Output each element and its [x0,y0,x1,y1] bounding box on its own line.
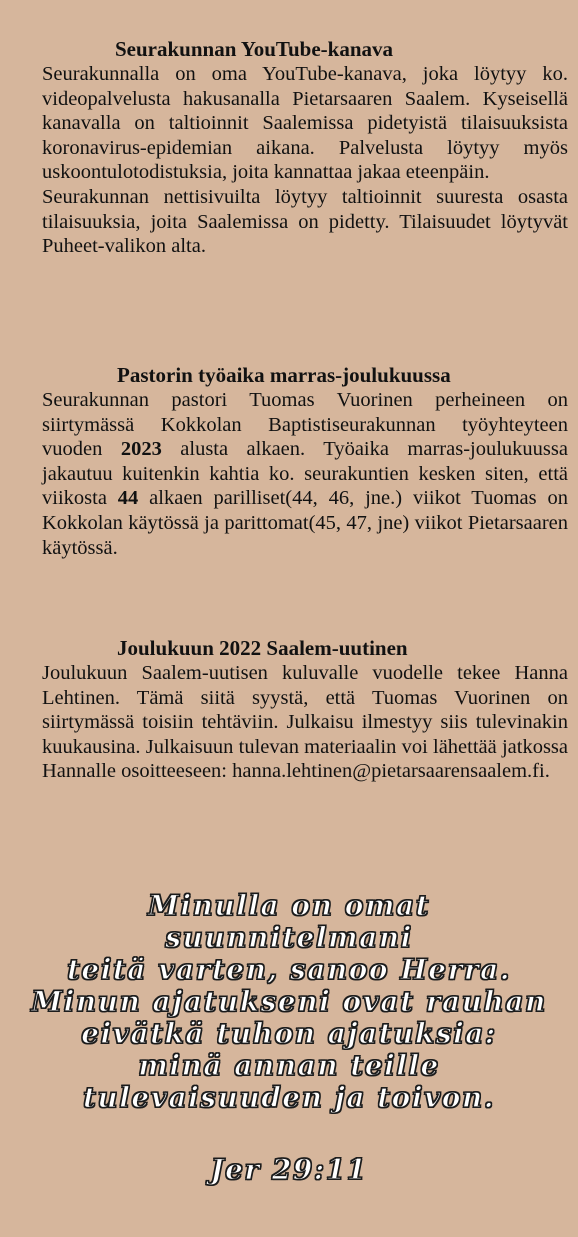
youtube-heading: Seurakunnan YouTube-kanava [115,37,393,61]
newsletter-paragraph: Joulukuun Saalem-uutisen kuluvalle vuodelle tekee Hanna Lehtinen. Tämä siitä syystä, että Tuomas Vuorinen on siirtymässä toisiin tehtäviin. Julkaisu ilmestyy siis tulevinakin kuukausina. Julkaisuun tulevan materiaalin voi lähettää jatkossa Hannalle osoitteeseen: hanna.lehtinen@pietarsaarensaalem.fi. [42,662,568,783]
verse-reference: Jer 29:11 [210,1153,368,1186]
verse-line-4: eivätkä tuhon ajatuksia: [81,1017,497,1050]
bible-verse [20,890,558,1186]
newsletter-section [42,636,568,784]
pastor-text-part-2: alusta alkaen. Työaika marras-joulukuussa jakautuu kuitenkin kahtia ko. seurakuntien kesken siten, että viikosta [42,438,568,510]
pastor-heading: Pastorin työaika marras-joulukuussa [117,363,451,387]
pastor-week: 44 [117,487,139,510]
verse-line-3: Minun ajatukseni ovat rauhan [31,985,547,1018]
youtube-section [42,37,568,259]
verse-line-2: teitä varten, sanoo Herra. [66,953,511,986]
pastor-year: 2023 [120,438,162,461]
newsletter-heading: Joulukuun 2022 Saalem-uutinen [117,636,408,660]
pastor-paragraph [42,388,568,560]
verse-line-5: minä annan teille [138,1049,440,1082]
pastor-section [42,363,568,560]
verse-line-6: tulevaisuuden ja toivon. [82,1081,496,1114]
youtube-paragraph-1: Seurakunnalla on oma YouTube-kanava, joka löytyy ko. videopalvelusta hakusanalla Pietarsaaren Saalem. Kyseisellä kanavalla on taltioinnit Saalemissa pidetyistä tilaisuuksista koronavirus-epidemian aikana. Palvelusta löytyy myös uskoontulotodistuksia, joita kannattaa jakaa eteenpäin. [42,63,568,184]
youtube-paragraph-2: Seurakunnan nettisivuilta löytyy taltioinnit suuresta osasta tilaisuuksia, joita Saalemissa on pidetty. Tilaisuudet löytyvät Puheet-valikon alta. [42,185,568,258]
verse-line-1: Minulla on omat suunnitelmani [147,889,431,954]
pastor-text-part-1: Seurakunnan pastori Tuomas Vuorinen perheineen on siirtymässä Kokkolan Baptistiseurakunnan työyhteyteen vuoden [42,389,568,461]
pastor-text-part-3: alkaen parilliset(44, 46, jne.) viikot Tuomas on Kokkolan käytössä ja parittomat(45, 47, jne) viikot Pietarsaaren käytössä. [42,487,568,559]
